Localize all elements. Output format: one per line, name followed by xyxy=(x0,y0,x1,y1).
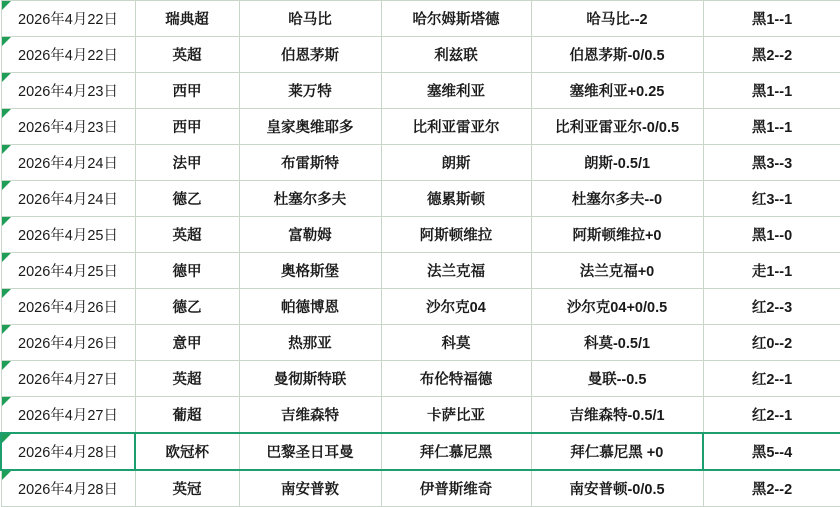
cell-date: 2026年4月26日 xyxy=(1,325,135,361)
cell-date: 2026年4月27日 xyxy=(1,397,135,434)
table-row[interactable] xyxy=(1,397,840,434)
cell-away-team: 比利亚雷亚尔 xyxy=(381,109,531,145)
table-row[interactable] xyxy=(1,470,840,507)
corner-marker-icon xyxy=(2,1,11,10)
cell-away-team: 伊普斯维奇 xyxy=(381,470,531,507)
table-row[interactable] xyxy=(1,1,840,37)
table-body xyxy=(1,1,840,507)
cell-handicap: 曼联--0.5 xyxy=(531,361,703,397)
cell-league: 英超 xyxy=(135,361,239,397)
cell-handicap: 法兰克福+0 xyxy=(531,253,703,289)
cell-league: 意甲 xyxy=(135,325,239,361)
cell-date: 2026年4月25日 xyxy=(1,217,135,253)
corner-marker-icon xyxy=(2,471,11,480)
cell-result: 走1--1 xyxy=(703,253,840,289)
cell-home-team: 巴黎圣日耳曼 xyxy=(239,433,381,470)
corner-marker-icon xyxy=(2,73,11,82)
cell-result: 黑1--1 xyxy=(703,109,840,145)
cell-away-team: 塞维利亚 xyxy=(381,73,531,109)
cell-home-team: 帕德博恩 xyxy=(239,289,381,325)
cell-league: 德乙 xyxy=(135,289,239,325)
cell-home-team: 南安普敦 xyxy=(239,470,381,507)
table-row[interactable] xyxy=(1,145,840,181)
corner-marker-icon xyxy=(2,325,11,334)
cell-away-team: 科莫 xyxy=(381,325,531,361)
cell-league: 欧冠杯 xyxy=(135,433,239,470)
cell-date: 2026年4月25日 xyxy=(1,253,135,289)
cell-league: 西甲 xyxy=(135,109,239,145)
cell-away-team: 利兹联 xyxy=(381,37,531,73)
corner-marker-icon xyxy=(2,145,11,154)
table-row[interactable] xyxy=(1,253,840,289)
cell-date: 2026年4月23日 xyxy=(1,73,135,109)
corner-marker-icon xyxy=(2,397,11,406)
corner-marker-icon xyxy=(2,361,11,370)
cell-league: 英冠 xyxy=(135,470,239,507)
corner-marker-icon xyxy=(2,253,11,262)
table-row[interactable] xyxy=(1,181,840,217)
cell-date: 2026年4月27日 xyxy=(1,361,135,397)
cell-handicap: 科莫-0.5/1 xyxy=(531,325,703,361)
cell-date: 2026年4月28日 xyxy=(1,470,135,507)
corner-marker-icon xyxy=(2,181,11,190)
cell-handicap: 伯恩茅斯-0/0.5 xyxy=(531,37,703,73)
cell-home-team: 杜塞尔多夫 xyxy=(239,181,381,217)
cell-away-team: 朗斯 xyxy=(381,145,531,181)
cell-home-team: 奥格斯堡 xyxy=(239,253,381,289)
cell-league: 西甲 xyxy=(135,73,239,109)
cell-result: 黑5--4 xyxy=(703,433,840,470)
cell-league: 德乙 xyxy=(135,181,239,217)
cell-league: 英超 xyxy=(135,37,239,73)
table-row[interactable] xyxy=(1,217,840,253)
cell-handicap: 朗斯-0.5/1 xyxy=(531,145,703,181)
table-row[interactable] xyxy=(1,109,840,145)
cell-result: 红2--1 xyxy=(703,397,840,434)
cell-handicap: 吉维森特-0.5/1 xyxy=(531,397,703,434)
cell-home-team: 布雷斯特 xyxy=(239,145,381,181)
cell-result: 黑2--2 xyxy=(703,37,840,73)
cell-away-team: 拜仁慕尼黑 xyxy=(381,433,531,470)
cell-handicap: 南安普顿-0/0.5 xyxy=(531,470,703,507)
cell-result: 红0--2 xyxy=(703,325,840,361)
cell-result: 红2--1 xyxy=(703,361,840,397)
table-row[interactable] xyxy=(1,73,840,109)
cell-home-team: 皇家奥维耶多 xyxy=(239,109,381,145)
cell-handicap: 沙尔克04+0/0.5 xyxy=(531,289,703,325)
cell-league: 瑞典超 xyxy=(135,1,239,37)
cell-date: 2026年4月22日 xyxy=(1,37,135,73)
cell-home-team: 哈马比 xyxy=(239,1,381,37)
table-row[interactable] xyxy=(1,37,840,73)
cell-result: 黑2--2 xyxy=(703,470,840,507)
cell-away-team: 德累斯顿 xyxy=(381,181,531,217)
cell-away-team: 法兰克福 xyxy=(381,253,531,289)
cell-date: 2026年4月24日 xyxy=(1,181,135,217)
cell-away-team: 哈尔姆斯塔德 xyxy=(381,1,531,37)
cell-date: 2026年4月28日 xyxy=(1,433,135,470)
cell-result: 黑3--3 xyxy=(703,145,840,181)
cell-date: 2026年4月23日 xyxy=(1,109,135,145)
cell-handicap: 比利亚雷亚尔-0/0.5 xyxy=(531,109,703,145)
cell-result: 黑1--0 xyxy=(703,217,840,253)
corner-marker-icon xyxy=(2,217,11,226)
cell-result: 红3--1 xyxy=(703,181,840,217)
cell-date: 2026年4月26日 xyxy=(1,289,135,325)
corner-marker-icon xyxy=(2,37,11,46)
cell-handicap: 哈马比--2 xyxy=(531,1,703,37)
table-row[interactable] xyxy=(1,325,840,361)
cell-league: 英超 xyxy=(135,217,239,253)
cell-home-team: 莱万特 xyxy=(239,73,381,109)
cell-date: 2026年4月24日 xyxy=(1,145,135,181)
table-row[interactable] xyxy=(1,289,840,325)
cell-date: 2026年4月22日 xyxy=(1,1,135,37)
corner-marker-icon xyxy=(2,109,11,118)
cell-home-team: 曼彻斯特联 xyxy=(239,361,381,397)
cell-handicap: 拜仁慕尼黑 +0 xyxy=(531,433,703,470)
corner-marker-icon xyxy=(2,289,11,298)
cell-home-team: 伯恩茅斯 xyxy=(239,37,381,73)
cell-home-team: 吉维森特 xyxy=(239,397,381,434)
cell-league: 德甲 xyxy=(135,253,239,289)
cell-away-team: 卡萨比亚 xyxy=(381,397,531,434)
cell-home-team: 热那亚 xyxy=(239,325,381,361)
cell-home-team: 富勒姆 xyxy=(239,217,381,253)
cell-result: 黑1--1 xyxy=(703,1,840,37)
table-row[interactable] xyxy=(1,361,840,397)
cell-handicap: 塞维利亚+0.25 xyxy=(531,73,703,109)
cell-result: 红2--3 xyxy=(703,289,840,325)
cell-handicap: 杜塞尔多夫--0 xyxy=(531,181,703,217)
cell-result: 黑1--1 xyxy=(703,73,840,109)
cell-league: 葡超 xyxy=(135,397,239,434)
cell-handicap: 阿斯顿维拉+0 xyxy=(531,217,703,253)
cell-league: 法甲 xyxy=(135,145,239,181)
cell-away-team: 沙尔克04 xyxy=(381,289,531,325)
corner-marker-icon xyxy=(2,434,11,443)
table-row[interactable] xyxy=(1,433,840,470)
cell-away-team: 阿斯顿维拉 xyxy=(381,217,531,253)
cell-away-team: 布伦特福德 xyxy=(381,361,531,397)
